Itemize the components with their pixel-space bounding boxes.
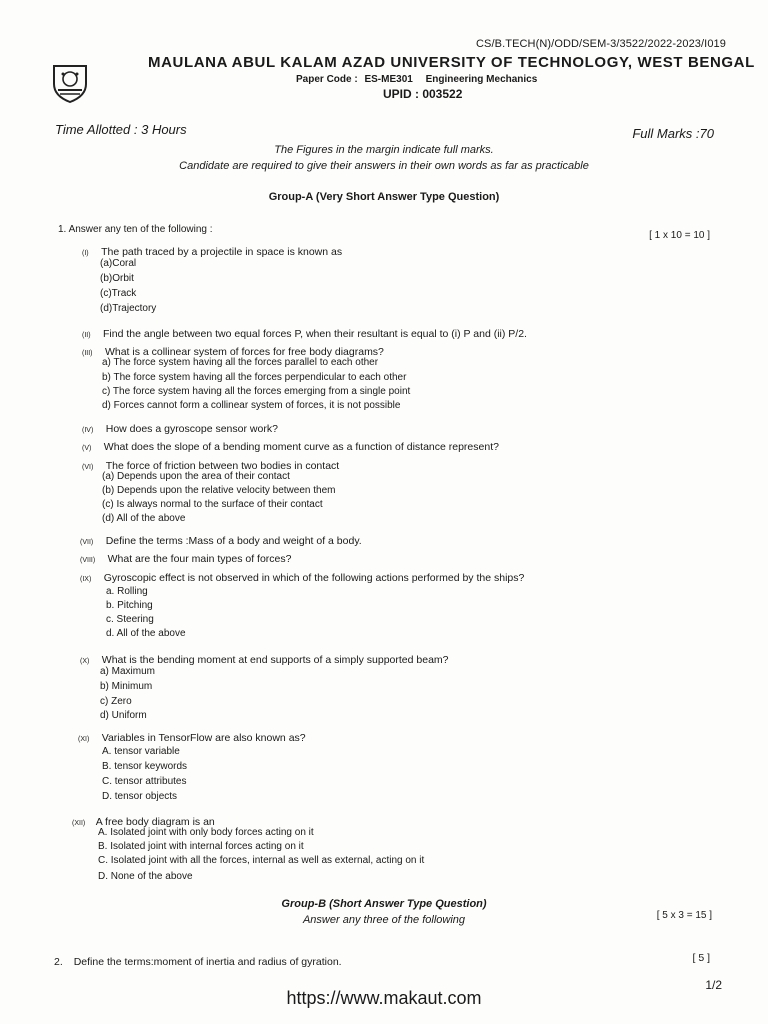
option: b) The force system having all the forces perpendicular to each other [102,372,407,383]
option: (a)Coral [100,258,137,269]
option: c) The force system having all the forces emerging from a single point [102,386,411,397]
option: b) Minimum [100,681,153,692]
option: C. Isolated joint with all the forces, internal as well as external, acting on it [98,855,425,866]
option: B. Isolated joint with internal forces acting on it [98,841,304,852]
upid: UPID : 003522 [383,87,463,101]
question-number: (VI) [82,464,94,471]
question-item [78,728,306,746]
question-text: Variables in TensorFlow are also known as? [101,732,306,744]
footer-url[interactable]: https://www.makaut.com [286,988,482,1008]
paper-code-label: Paper Code : [296,74,358,85]
question-2 [54,956,342,968]
paper-code: ES-ME301 [364,74,413,85]
university-name: MAULANA ABUL KALAM AZAD UNIVERSITY OF TECHNOLOGY, WEST BENGAL [148,54,755,71]
paper-code-header: CS/B.TECH(N)/ODD/SEM-3/3522/2022-2023/I019 [476,38,726,50]
option: (b) Depends upon the relative velocity between them [102,485,336,496]
group-b-subtitle: Answer any three of the following [302,914,466,926]
group-b-marks: [ 5 x 3 = 15 ] [656,910,712,921]
option: A. tensor variable [102,746,180,757]
question-text: What is a collinear system of forces for free body diagrams? [104,346,384,358]
question-number: (XII) [72,820,86,827]
question-text: Find the angle between two equal forces P, when their resultant is equal to (i) P and (ii) P/2. [103,328,527,340]
question-number: (I) [82,250,89,257]
option: c) Zero [100,696,132,707]
question-item [80,531,362,549]
page-number: 1/2 [705,978,722,992]
question-text: What are the four main types of forces? [107,553,292,565]
option: d) Forces cannot form a collinear system of forces, it is not possible [102,400,401,411]
question-1-marks: [ 1 x 10 = 10 ] [649,230,710,241]
question-number: (IV) [82,427,94,434]
question-item [82,437,499,455]
option: (d) All of the above [102,513,186,524]
option: D. None of the above [98,871,193,882]
option: a. Rolling [106,586,148,597]
question-text: The force of friction between two bodies in contact [105,460,340,472]
option: (c) Is always normal to the surface of their contact [102,499,323,510]
option: (c)Track [100,288,137,299]
question-item [80,549,291,567]
full-marks: Full Marks :70 [632,126,714,141]
question-1-label: 1. Answer any ten of the following : [58,224,213,235]
university-logo [50,62,90,104]
question-item [82,419,278,437]
subject-name: Engineering Mechanics [425,74,538,85]
option: B. tensor keywords [102,761,188,772]
option: b. Pitching [106,600,153,611]
option: (d)Trajectory [100,303,157,314]
group-a-title: Group-A (Very Short Answer Type Question) [268,191,500,203]
question-number: (III) [82,350,93,357]
question-text: What is the bending moment at end supports of a simply supported beam? [101,654,449,666]
option: d) Uniform [100,710,147,721]
option: d. All of the above [106,628,186,639]
question-number: (II) [82,332,91,339]
question-text: A free body diagram is an [95,816,215,828]
question-number: (V) [82,445,92,452]
group-b-title: Group-B (Short Answer Type Question) [281,898,487,910]
question-number: (VII) [80,539,94,546]
option: D. tensor objects [102,791,178,802]
option: a) Maximum [100,666,156,677]
option: a) The force system having all the forces parallel to each other [102,357,379,368]
question-text: Gyroscopic effect is not observed in which of the following actions performed by the ships? [103,572,525,584]
option: c. Steering [106,614,154,625]
question-text: How does a gyroscope sensor work? [105,423,278,435]
question-item [82,324,527,342]
question-2-marks: [ 5 ] [692,952,710,964]
question-item [80,568,524,586]
paper-code-line [296,74,537,85]
instruction-margin: The Figures in the margin indicate full marks. [274,144,494,156]
question-number: (IX) [80,576,92,583]
question-text: The path traced by a projectile in space is known as [101,246,343,258]
option: C. tensor attributes [102,776,187,787]
question-number: (XI) [78,736,90,743]
time-allotted: Time Allotted : 3 Hours [55,122,187,137]
question-number: (X) [80,658,90,665]
option: (b)Orbit [100,273,134,284]
question-text: Define the terms:moment of inertia and radius of gyration. [73,956,342,968]
question-number: 2. [54,956,63,968]
instruction-own-words: Candidate are required to give their answers in their own words as far as practicable [179,160,589,172]
question-text: What does the slope of a bending moment curve as a function of distance represent? [103,441,499,453]
question-text: Define the terms :Mass of a body and weight of a body. [105,535,362,547]
option: (a) Depends upon the area of their contact [102,471,290,482]
question-number: (VIII) [80,557,96,564]
option: A. Isolated joint with only body forces acting on it [98,827,314,838]
